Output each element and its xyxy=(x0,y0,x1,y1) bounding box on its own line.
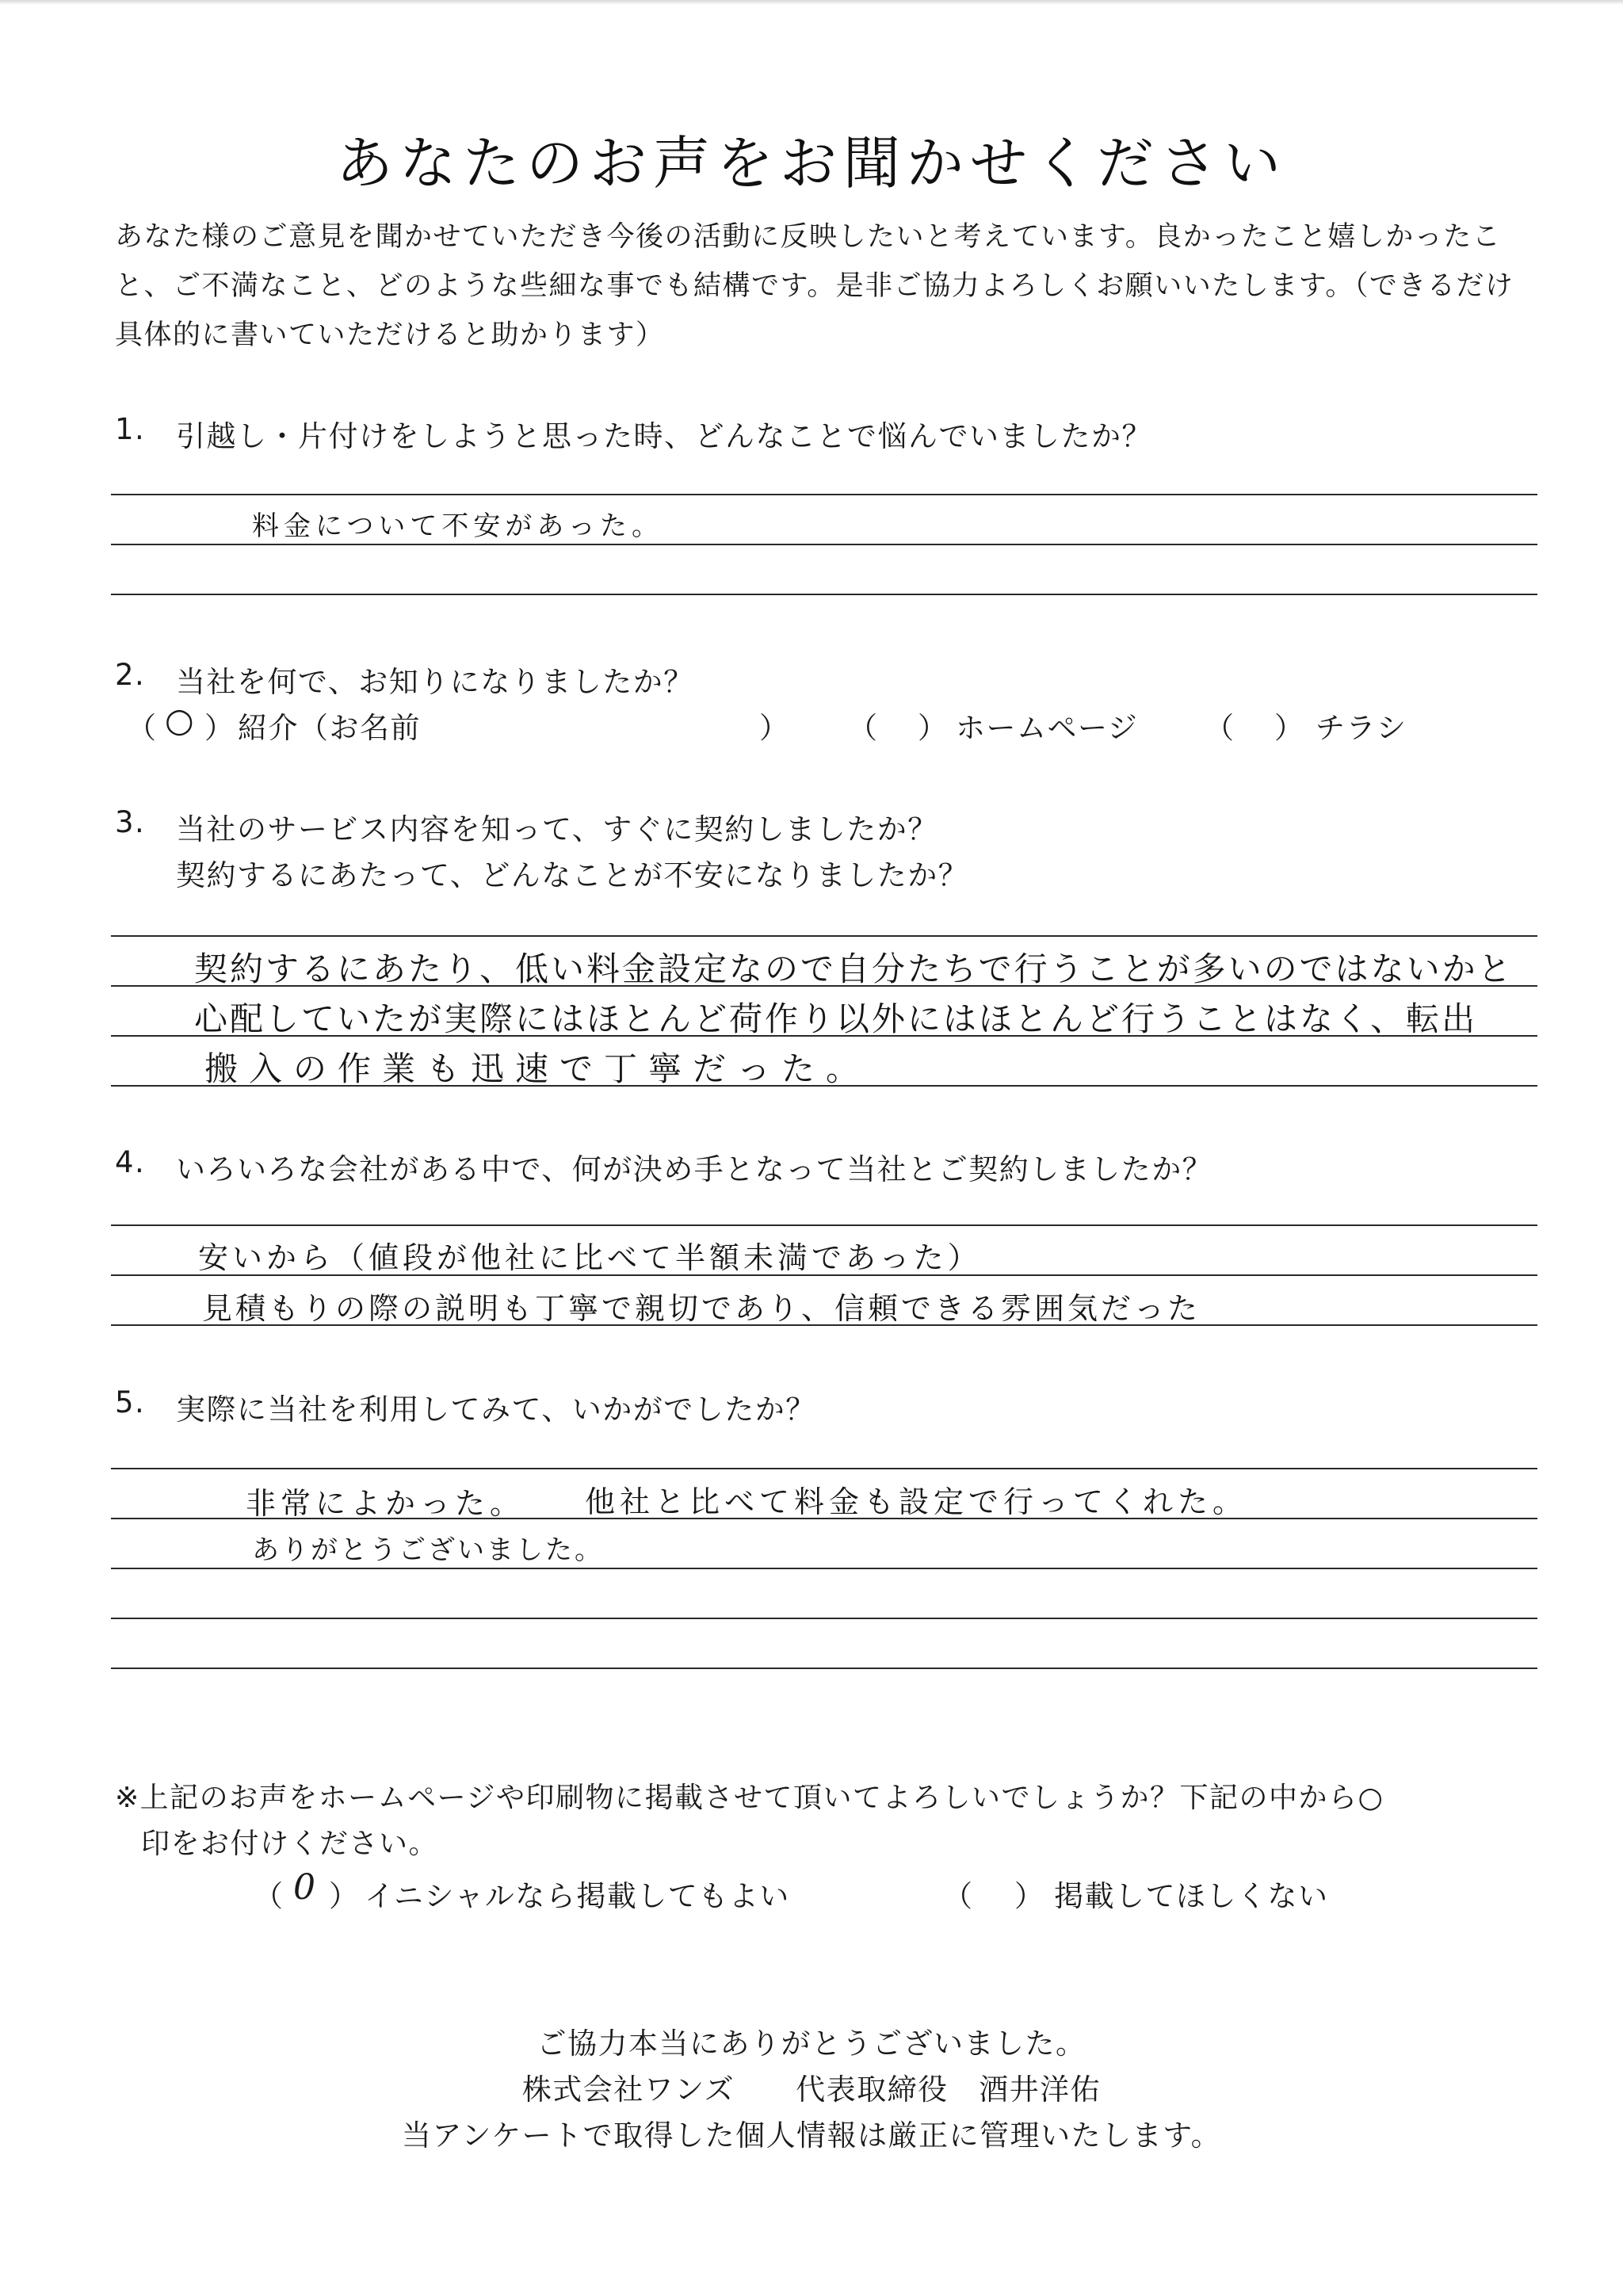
q2-option-referral-close: ） xyxy=(204,711,235,745)
q5-answer-line-3 xyxy=(111,1568,1537,1569)
q2-number: 2. xyxy=(115,658,146,692)
q4-text: いろいろな会社がある中で、何が決め手となって当社とご契約しましたか？ xyxy=(176,1152,1213,1186)
footer-privacy: 当アンケートで取得した個人情報は厳正に管理いたします。 xyxy=(401,2118,1222,2153)
q2-option-flyer-open: （ xyxy=(1205,711,1235,745)
q5-text: 実際に当社を利用してみて、いかがでしたか？ xyxy=(176,1392,816,1427)
q3-text-line-2: 契約するにあたって、どんなことが不安になりましたか？ xyxy=(176,858,969,892)
q2-option-homepage-close: ） xyxy=(918,711,949,745)
q3-text-line-1: 当社のサービス内容を知って、すぐに契約しましたか？ xyxy=(176,812,938,846)
q4-answer-text-1: 安いから（値段が他社に比べて半額未満であった） xyxy=(198,1240,982,1275)
q2-option-referral-open: （ xyxy=(127,711,158,745)
page-title: あなたのお声をお聞かせください xyxy=(335,130,1287,197)
consent-line-1: ※上記のお声をホームページや印刷物に掲載させて頂いてよろしいでしょうか？下記の中から○ xyxy=(115,1782,1384,1814)
q2-option-referral-suffix: ） xyxy=(759,711,790,745)
q4-answer-line-1 xyxy=(111,1224,1537,1226)
q5-answer-text-a: 非常によかった。 xyxy=(246,1486,525,1521)
q5-answer-text-c: ありがとうございました。 xyxy=(252,1534,604,1566)
footer-thanks: ご協力本当にありがとうございました。 xyxy=(537,2027,1086,2061)
q5-answer-line-5 xyxy=(111,1668,1537,1669)
q2-option-referral-mark: ○ xyxy=(165,701,196,739)
q1-number: 1. xyxy=(115,412,146,446)
consent-yes-close: ） xyxy=(329,1879,360,1913)
q5-number: 5. xyxy=(115,1385,146,1419)
q5-answer-text-b: 他社と比べて料金も設定で行ってくれた。 xyxy=(585,1484,1248,1519)
consent-no-close: ） xyxy=(1014,1879,1045,1913)
intro-text: あなた様のご意見を聞かせていただき今後の活動に反映したいと考えています。良かったこと嬉しかったこと、ご不満なこと、どのような些細な事でも結構です。是非ご協力よろしくお願いいたします。（できるだけ具体的に書いていただけると助かります） xyxy=(115,221,1514,351)
consent-yes-mark: 0 xyxy=(293,1867,317,1908)
q2-option-homepage-open: （ xyxy=(848,711,879,745)
q2-text: 当社を何で、お知りになりましたか？ xyxy=(176,665,694,699)
q5-answer-line-1 xyxy=(111,1468,1537,1469)
q2-option-referral-label: 紹介（お名前 xyxy=(238,711,421,745)
footer-company: 株式会社ワンズ 代表取締役 酒井洋佑 xyxy=(521,2073,1102,2107)
q2-option-homepage-label: ホームページ xyxy=(956,711,1139,745)
q1-answer-line-2 xyxy=(111,544,1537,545)
q4-number: 4. xyxy=(115,1145,146,1179)
q2-option-flyer-close: ） xyxy=(1274,711,1305,745)
q1-answer-line-1 xyxy=(111,494,1537,495)
q1-answer-text: 料金について不安があった。 xyxy=(252,510,663,542)
consent-no-open: （ xyxy=(943,1879,974,1913)
q3-answer-text-3: 搬入の作業も迅速で丁寧だった。 xyxy=(204,1049,871,1088)
q2-option-flyer-label: チラシ xyxy=(1316,711,1407,745)
q3-answer-text-2: 心配していたが実際にはほとんど荷作り以外にはほとんど行うことはなく、転出 xyxy=(194,999,1478,1038)
q3-answer-line-1 xyxy=(111,935,1537,937)
q1-answer-line-3 xyxy=(111,594,1537,595)
consent-no-label: 掲載してほしくない xyxy=(1054,1879,1329,1913)
q4-answer-text-2: 見積もりの際の説明も丁寧で親切であり、信頼できる雰囲気だった xyxy=(202,1291,1201,1326)
consent-line-2: 印をお付けください。 xyxy=(141,1828,439,1860)
scan-edge xyxy=(0,0,1623,5)
consent-yes-open: （ xyxy=(254,1879,285,1913)
q3-number: 3. xyxy=(115,805,146,839)
q3-answer-text-1: 契約するにあたり、低い料金設定なので自分たちで行うことが多いのではないかと xyxy=(194,949,1514,988)
q5-answer-line-4 xyxy=(111,1618,1537,1619)
q1-text: 引越し・片付けをしようと思った時、どんなことで悩んでいましたか？ xyxy=(176,419,1152,453)
consent-yes-label: イニシャルなら掲載してもよい xyxy=(365,1879,790,1913)
